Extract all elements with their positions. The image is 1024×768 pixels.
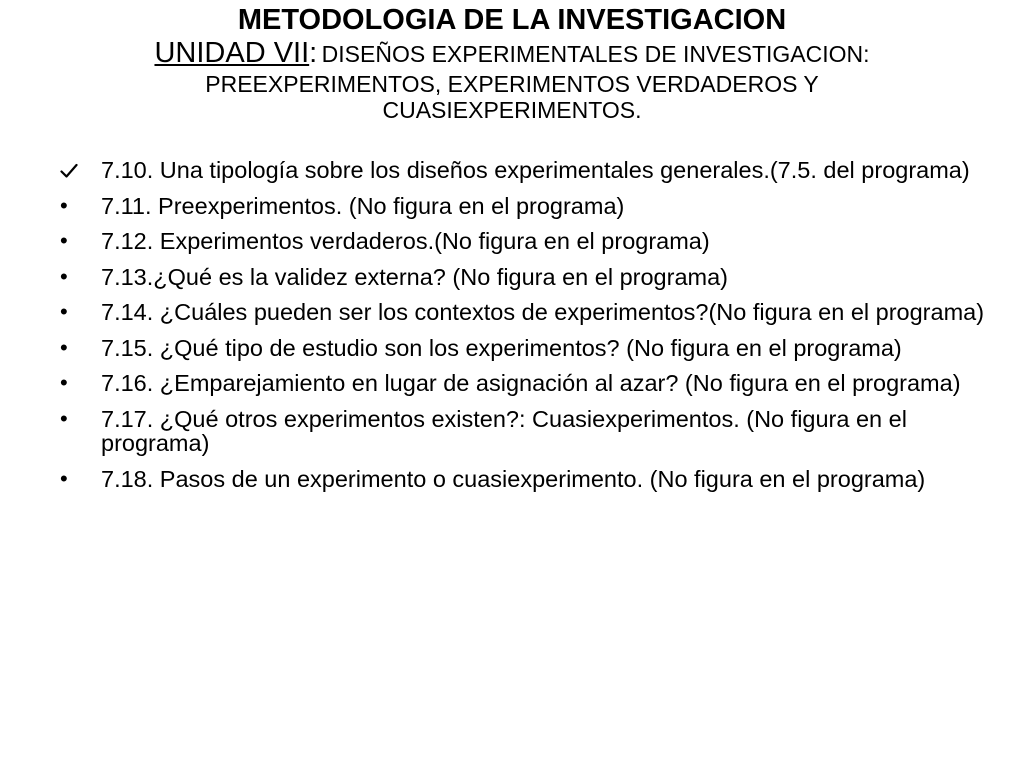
bullet-icon: •: [60, 465, 68, 491]
bullet-icon: •: [60, 263, 68, 289]
list-item-text: 7.16. ¿Emparejamiento en lugar de asignación al azar? (No figura en el programa): [101, 370, 961, 396]
list-item: [60, 371, 990, 396]
list-item-text: 7.18. Pasos de un experimento o cuasiexperimento. (No figura en el programa): [101, 465, 926, 492]
unit-colon: :: [309, 37, 318, 70]
list-item-text: 7.13.¿Qué es la validez externa? (No figura en el programa): [101, 263, 728, 290]
list-item-text: 7.12. Experimentos verdaderos.(No figura en el programa): [101, 228, 710, 254]
list-item: [60, 300, 990, 325]
list-item: [60, 194, 990, 219]
list-item: [60, 265, 990, 290]
bullet-icon: •: [60, 334, 68, 360]
slide-title: METODOLOGIA DE LA INVESTIGACION: [237, 4, 787, 36]
bullet-icon: •: [60, 370, 68, 395]
list-item-text: 7.14. ¿Cuáles pueden ser los contextos de experimentos?(No figura en el programa): [101, 299, 985, 325]
list-item-text: 7.10. Una tipología sobre los diseños experimentales generales.(7.5. del programa): [101, 157, 970, 183]
bullet-icon: •: [60, 405, 68, 431]
unit-text-line-2: PREEXPERIMENTOS, EXPERIMENTOS VERDADEROS Y: [205, 70, 819, 97]
bullet-icon: •: [60, 228, 68, 253]
bullet-icon: •: [60, 299, 68, 324]
list-item-text: 7.11. Preexperimentos. (No figura en el programa): [101, 192, 625, 219]
list-item: [60, 229, 990, 254]
list-item-text: 7.17. ¿Qué otros experimentos existen?: Cuasiexperimentos. (No figura en el programa): [101, 405, 907, 456]
unit-text-line-3: CUASIEXPERIMENTOS.: [382, 97, 642, 124]
unit-text: DISEÑOS EXPERIMENTALES DE INVESTIGACION:: [321, 41, 870, 68]
unit-label: UNIDAD VII: [154, 37, 310, 70]
list-item: [60, 467, 990, 492]
slide-title-block: [40, 4, 984, 124]
list-item: [60, 336, 990, 361]
bullet-icon: •: [60, 192, 68, 218]
list-item-text: 7.15. ¿Qué tipo de estudio son los experimentos? (No figura en el programa): [101, 334, 902, 361]
unit-heading: [40, 37, 984, 70]
list-item: [60, 158, 990, 183]
list-item: [60, 407, 990, 456]
topic-list: [60, 158, 990, 502]
